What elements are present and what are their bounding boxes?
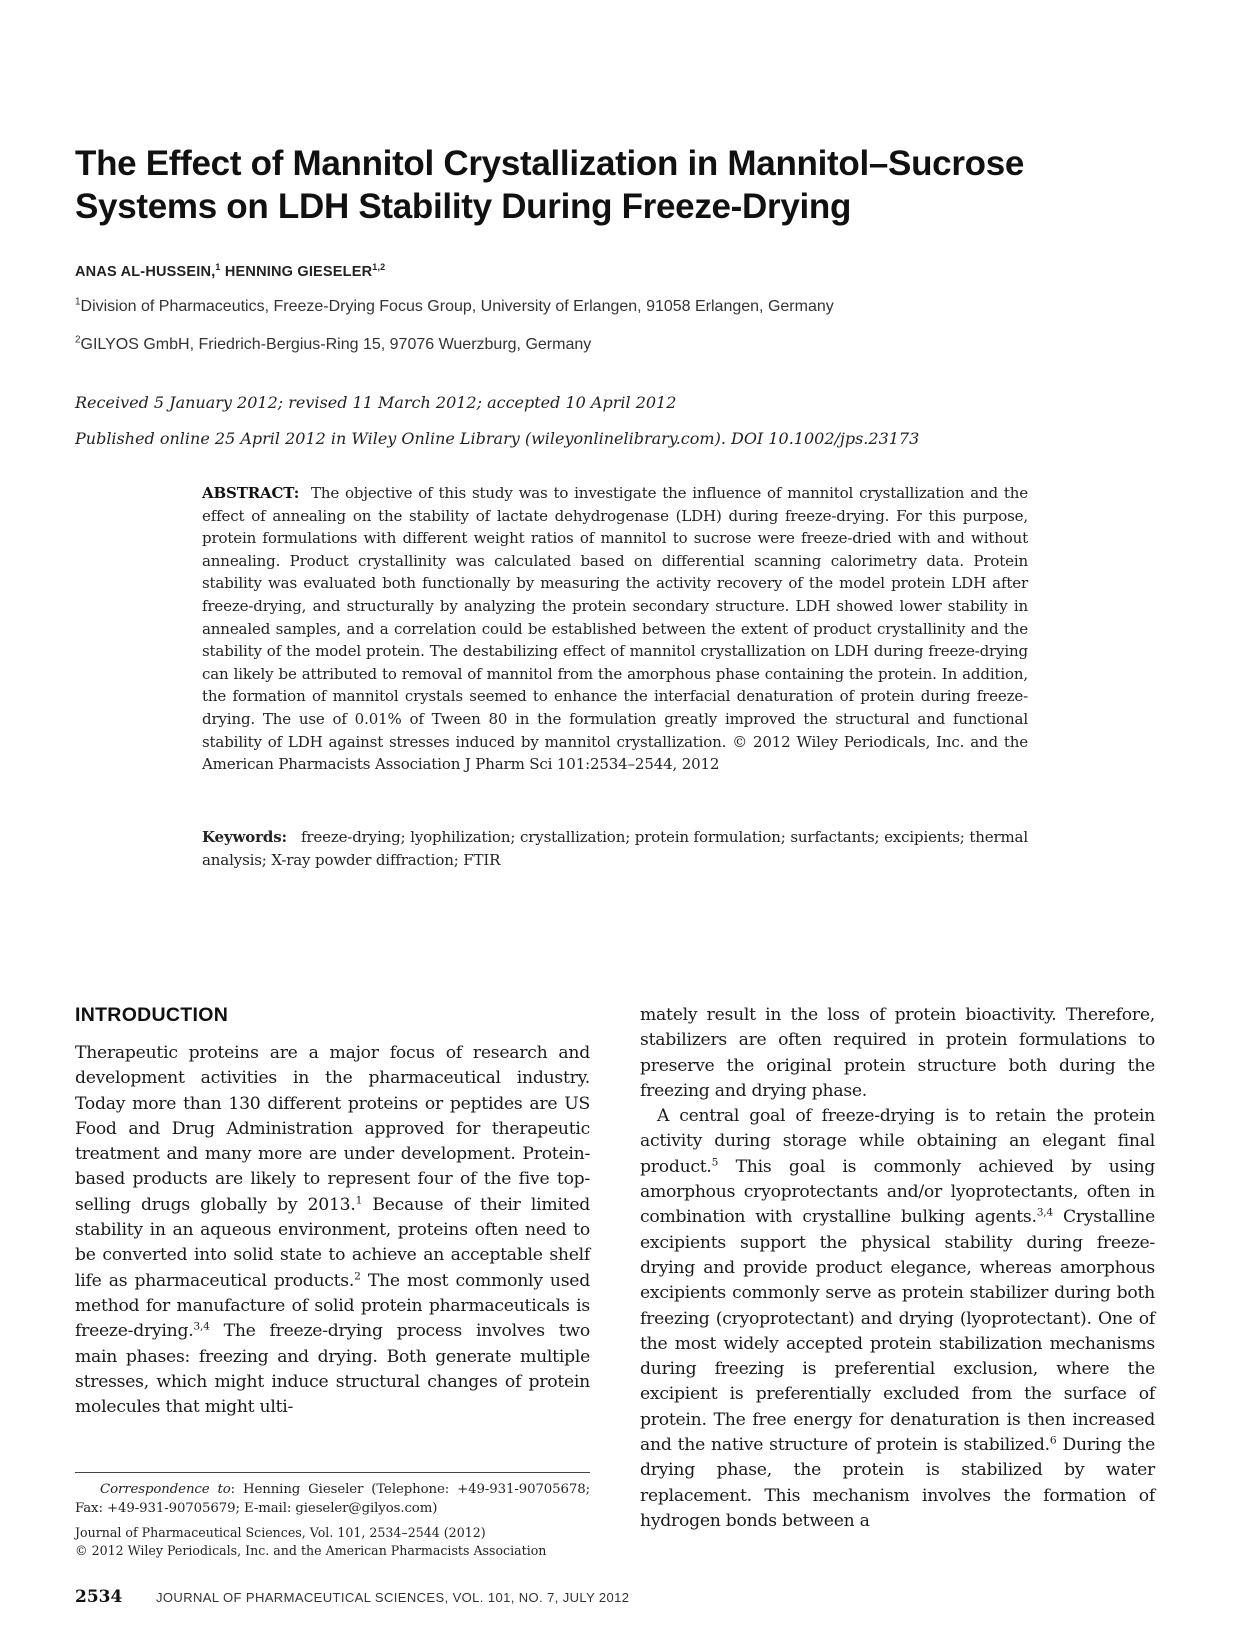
affiliation-marker: 2 — [75, 334, 81, 346]
author-affiliation-marker: 1 — [215, 262, 221, 273]
author-name: HENNING GIESELER — [224, 264, 373, 280]
keywords-text: freeze-drying; lyophilization; crystallization; protein formulation; surfactants; excipients; thermal analysis; X-ray powder diffraction; FTIR — [202, 828, 1028, 869]
citation[interactable]: 3,4 — [193, 1319, 210, 1333]
affiliation-text: GILYOS GmbH, Friedrich-Bergius-Ring 15, 97076 Wuerzburg, Germany — [80, 336, 592, 353]
abstract-text: The objective of this study was to investigate the influence of mannitol crystallization and the effect of annealing on the stability of lactate dehydrogenase (LDH) during freeze-drying. For this purpose, protein formulations with different weight ratios of mannitol to sucrose were freeze-dried with and without annealing. Product crystallinity was calculated based on differential scanning calorimetry data. Protein stability was evaluated both functionally by measuring the activity recovery of the model protein LDH after freeze-drying, and structurally by analyzing the protein secondary structure. LDH showed lower stability in annealed samples, and a correlation could be established between the extent of product crystallinity and the stability of the model protein. The destabilizing effect of mannitol crystallization on LDH during freeze-drying can likely be attributed to removal of mannitol from the amorphous phase containing the protein. In addition, the formation of mannitol crystals seemed to enhance the interfacial denaturation of protein during freeze-drying. The use of 0.01% of Tween 80 in the formulation greatly improved the structural and functional stability of LDH against stresses induced by mannitol crystallization. © 2012 Wiley Periodicals, Inc. and the American Pharmacists Association J Pharm Sci 101:2534–2544, 2012 — [202, 484, 1028, 774]
affiliation — [75, 298, 834, 316]
affiliation-marker: 1 — [75, 296, 81, 308]
sentence: During the drying phase, the protein is stabilized by water replacement. This mechanism involves the formation of hydrogen bonds between a — [640, 1435, 1155, 1531]
sentence: This goal is commonly achieved by using amorphous cryoprotectants and/or lyoprotectants, often in combination with crystalline bulking agents. — [640, 1156, 1155, 1228]
correspondence-footnote — [75, 1480, 590, 1518]
paragraph — [75, 1041, 590, 1420]
correspondence-label: Correspondence to — [100, 1482, 231, 1497]
keywords-label: Keywords: — [202, 828, 287, 846]
citation[interactable]: 3,4 — [1036, 1205, 1053, 1219]
body-column-right — [640, 1003, 1155, 1534]
running-footer: JOURNAL OF PHARMACEUTICAL SCIENCES, VOL. 101, NO. 7, JULY 2012 — [156, 1590, 630, 1605]
received-dates: Received 5 January 2012; revised 11 March 2012; accepted 10 April 2012 — [75, 393, 677, 412]
copyright-notice: © 2012 Wiley Periodicals, Inc. and the American Pharmacists Association — [75, 1543, 547, 1558]
author-affiliation-marker: 1,2 — [372, 262, 386, 273]
body-column-left — [75, 1041, 590, 1420]
sentence: Therapeutic proteins are a major focus of research and development activities in the pharmaceutical industry. Today more than 130 different proteins or peptides are US Food and Drug Administration approved for therapeutic treatment and many more are under development. Protein-based products are likely to represent four of the five top-selling drugs globally by 2013. — [75, 1043, 590, 1215]
footnote-divider — [75, 1472, 590, 1473]
article-title: The Effect of Mannitol Crystallization in Mannitol–Sucrose Systems on LDH Stability During Freeze-Drying — [75, 144, 1025, 226]
citation[interactable]: 2 — [354, 1268, 361, 1282]
sentence: A central goal of freeze-drying is to retain the protein activity during storage while obtaining an elegant final product. — [640, 1106, 1155, 1177]
citation[interactable]: 5 — [711, 1155, 719, 1169]
abstract — [202, 482, 1028, 776]
abstract-label: ABSTRACT: — [202, 484, 300, 502]
sentence: The freeze-drying process involves two main phases: freezing and drying. Both generate multiple stresses, which might induce structural changes of protein molecules that might ulti- — [75, 1321, 590, 1418]
journal-citation: Journal of Pharmaceutical Sciences, Vol. 101, 2534–2544 (2012) — [75, 1525, 486, 1540]
section-heading: INTRODUCTION — [75, 1004, 229, 1026]
sentence: The most commonly used method for manufacture of solid protein pharmaceuticals is freeze-drying. — [75, 1270, 590, 1342]
page-number: 2534 — [75, 1587, 123, 1607]
sentence: Because of their limited stability in an aqueous environment, proteins often need to be converted into solid state to achieve an acceptable shelf life as pharmaceutical products. — [75, 1194, 590, 1291]
author-name: ANAS AL-HUSSEIN, — [75, 264, 216, 280]
affiliation-text: Division of Pharmaceutics, Freeze-Drying Focus Group, University of Erlangen, 91058 Erlangen, Germany — [80, 298, 834, 315]
author-list — [75, 264, 385, 280]
sentence: Crystalline excipients support the physical stability during freeze-drying and provide product elegance, whereas amorphous excipients commonly serve as protein stabilizer during both freezing (cryoprotectant) and drying (lyoprotectant). One of the most widely accepted protein stabilization mechanisms during freezing is preferential exclusion, where the excipient is preferentially excluded from the surface of protein. The free energy for denaturation is then increased and the native structure of protein is stabilized. — [640, 1207, 1155, 1456]
citation[interactable]: 6 — [1049, 1433, 1057, 1447]
publication-info: Published online 25 April 2012 in Wiley Online Library (wileyonlinelibrary.com). DOI 10.1002/jps.23173 — [75, 429, 920, 448]
paragraph — [640, 1104, 1155, 1534]
affiliation — [75, 336, 591, 354]
citation[interactable]: 1 — [355, 1193, 363, 1207]
correspondence-text: : Henning Gieseler (Telephone: +49-931-90705678; Fax: +49-931-90705679; E-mail: gieseler@gilyos.com) — [75, 1482, 590, 1516]
paragraph: mately result in the loss of protein bioactivity. Therefore, stabilizers are often required in protein formulations to preserve the original protein structure both during the freezing and drying phase. — [640, 1005, 1155, 1101]
keywords — [202, 826, 1028, 871]
